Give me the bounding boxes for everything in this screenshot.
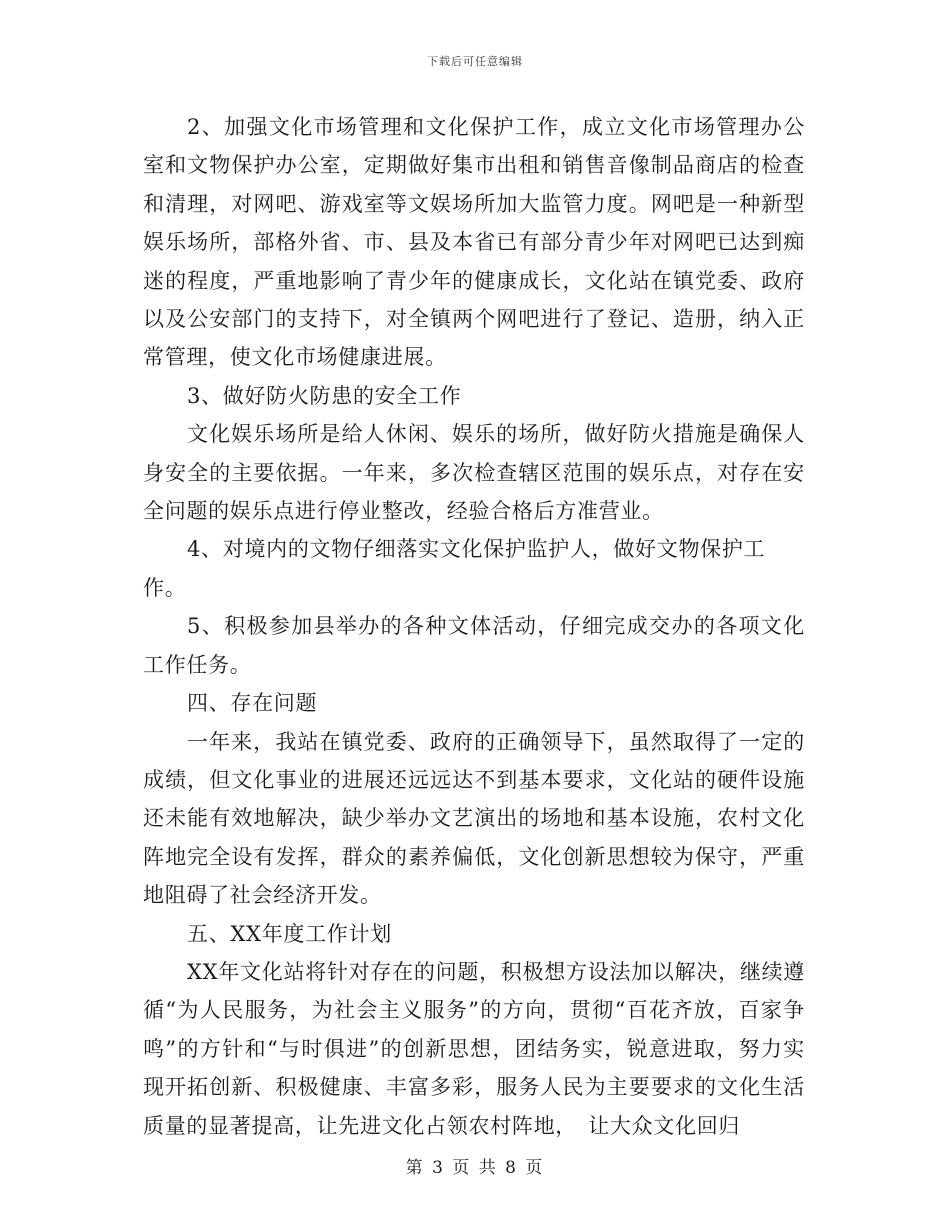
paragraph-item-2: 2、加强文化市场管理和文化保护工作，成立文化市场管理办公室和文物保护办公室，定期做好集市出租和销售音像制品商店的检查和清理，对网吧、游戏室等文娱场所加大监管力度。网吧是一种新型娱乐场所，部格外省、市、县及本省已有部分青少年对网吧已达到痴迷的程度，严重地影响了青少年的健康成长，文化站在镇党委、政府以及公安部门的支持下，对全镇两个网吧进行了登记、造册，纳入正常管理，使文化市场健康进展。 [143,115,805,370]
paragraph-fire-safety: 文化娱乐场所是给人休闲、娱乐的场所，做好防火措施是确保人身安全的主要依据。一年来，多次检查辖区范围的娱乐点，对存在安全问题的娱乐点进行停业整改，经验合格后方准营业。 [143,422,805,524]
page-number-footer: 第 3 页 共 8 页 [405,1158,545,1178]
paragraph-item-3-heading: 3、做好防火防患的安全工作 [187,383,462,408]
section-heading-plan: 五、XX年度工作计划 [187,921,392,946]
page-header-note: 下载后可任意编辑 [427,55,523,68]
paragraph-problems: 一年来，我站在镇党委、政府的正确领导下，虽然取得了一定的成绩，但文化事业的进展还远远达不到基本要求，文化站的硬件设施还未能有效地解决，缺少举办文艺演出的场地和基本设施，农村文化阵地完全设有发挥，群众的素养偏低，文化创新思想较为保守，严重地阻碍了社会经济开发。 [143,729,805,908]
paragraph-item-4: 4、对境内的文物仔细落实文化保护监护人，做好文物保护工作。 [143,537,766,600]
section-heading-problems: 四、存在问题 [187,691,318,716]
document-body [143,108,805,1145]
paragraph-plan: XX年文化站将针对存在的问题，积极想方设法加以解决，继续遵循“为人民服务，为社会主义服务”的方向，贯彻“百花齐放，百家争鸣”的方针和“与时俱进”的创新思想，团结务实，锐意进取，努力实现开拓创新、积极健康、丰富多彩，服务人民为主要要求的文化生活质量的显著提高，让先进文化占领农村阵地， 让大众文化回归 [143,959,805,1138]
paragraph-item-5: 5、积极参加县举办的各种文体活动，仔细完成交办的各项文化工作任务。 [143,614,805,677]
